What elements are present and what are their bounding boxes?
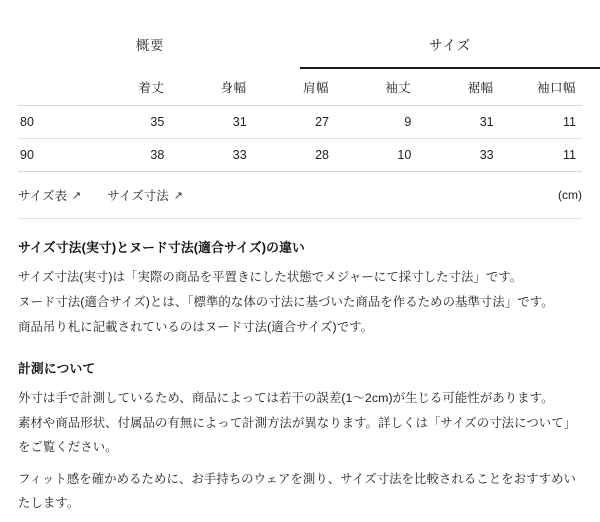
table-row (18, 106, 582, 139)
section-1-paragraph-1: 素材や商品形状、付属品の有無によって計測方法が異なります。詳しくは「サイズの寸法について」をご覧ください。 (18, 415, 577, 454)
section-1-paragraph-0: 外寸は手で計測しているため、商品によっては若干の誤差(1〜2cm)が生じる可能性があります。 (18, 390, 554, 405)
header-col-4: 裾幅 (417, 69, 499, 106)
cell-0-3: 9 (335, 106, 417, 139)
header-col-3: 袖丈 (335, 69, 417, 106)
header-size-label (18, 69, 88, 106)
link-size-measurements[interactable] (107, 186, 183, 204)
link-size-chart-label: サイズ表 (18, 189, 68, 203)
cell-0-1: 31 (170, 106, 252, 139)
section-1-paragraph-2: フィット感を確かめるために、お手持ちのウェアを測り、サイズ寸法を比較されることをおすすめいたします。 (18, 472, 577, 511)
link-size-chart[interactable] (18, 186, 81, 204)
tab-size[interactable]: サイズ (300, 22, 600, 69)
row-size-label: 90 (18, 139, 88, 172)
cell-0-0: 35 (88, 106, 170, 139)
tab-overview[interactable]: 概要 (0, 22, 300, 69)
cell-0-5: 11 (500, 106, 582, 139)
section-divider (18, 218, 582, 219)
section-0-paragraph-1: ヌード寸法(適合サイズ)とは、「標準的な体の寸法に基づいた商品を作るための基準寸法」です。 (18, 295, 554, 310)
cell-0-2: 27 (253, 106, 335, 139)
section-0-paragraph-2: 商品吊り札に記載されているのはヌード寸法(適合サイズ)です。 (18, 320, 374, 335)
section-heading-measurement: 計測について (18, 360, 96, 376)
table-row (18, 139, 582, 172)
size-table-head (18, 69, 582, 106)
cell-1-0: 38 (88, 139, 170, 172)
section-heading-difference: サイズ寸法(実寸)とヌード寸法(適合サイズ)の違い (18, 240, 305, 255)
header-col-1: 身幅 (170, 69, 252, 106)
size-table-wrapper (0, 69, 600, 172)
size-table-body (18, 106, 582, 172)
size-links-row (0, 172, 600, 210)
header-col-0: 着丈 (88, 69, 170, 106)
cell-1-2: 28 (253, 139, 335, 172)
unit-note: (cm) (558, 188, 582, 202)
row-size-label: 80 (18, 106, 88, 139)
cell-1-1: 33 (170, 139, 252, 172)
cell-1-4: 33 (417, 139, 499, 172)
size-info-panel (0, 22, 600, 522)
tab-bar (0, 22, 600, 69)
size-table (18, 69, 582, 172)
cell-1-5: 11 (500, 139, 582, 172)
link-size-measurements-label: サイズ寸法 (107, 189, 169, 203)
header-col-5: 袖口幅 (500, 69, 582, 106)
header-col-2: 肩幅 (253, 69, 335, 106)
table-header-row (18, 69, 582, 106)
cell-1-3: 10 (335, 139, 417, 172)
external-link-arrow-icon: ↗ (72, 190, 82, 202)
section-0-paragraph-0: サイズ寸法(実寸)は「実際の商品を平置きにした状態でメジャーにて採寸した寸法」です。 (18, 270, 523, 284)
info-content (0, 237, 600, 516)
cell-0-4: 31 (417, 106, 499, 139)
external-link-arrow-icon: ↗ (173, 190, 183, 202)
